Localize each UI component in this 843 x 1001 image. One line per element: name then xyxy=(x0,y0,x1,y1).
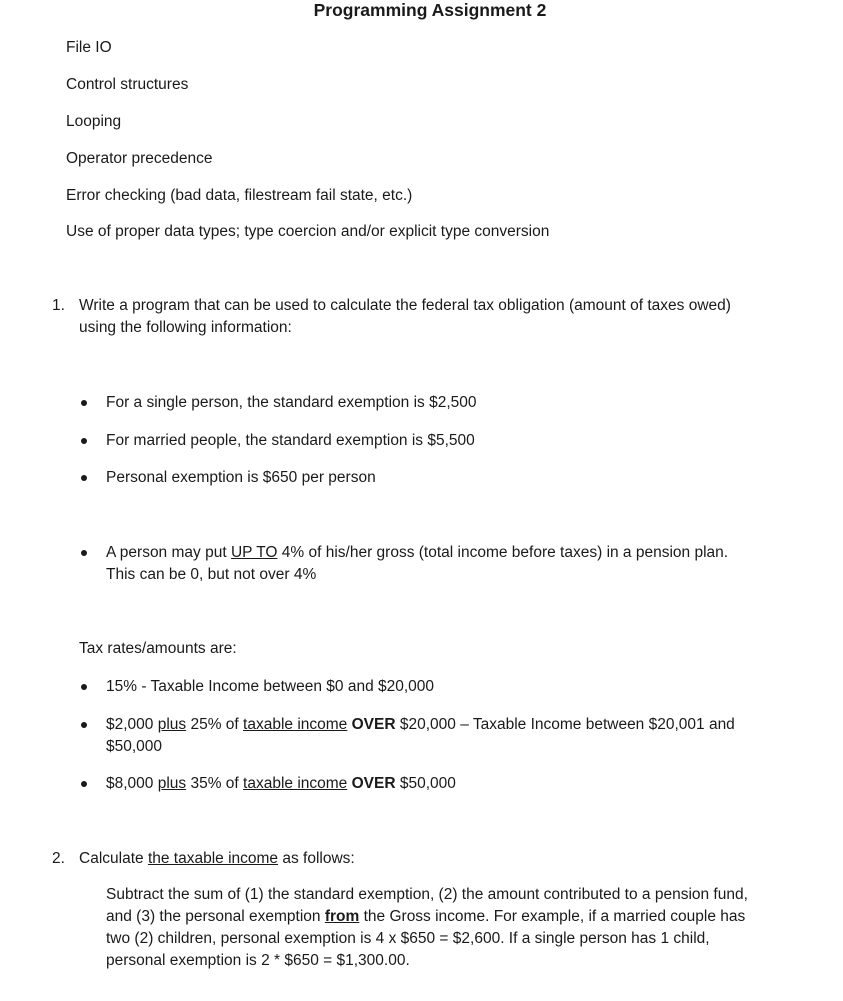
para-from: from xyxy=(324,908,360,925)
rate-2-range: $20,000 – Taxable Income between $20,001 and xyxy=(395,716,735,733)
rate-2-amount: $2,000 xyxy=(106,716,158,733)
para-line2-a: and (3) the personal exemption xyxy=(106,908,325,925)
exemption-married: For married people, the standard exemption is $5,500 xyxy=(106,432,475,449)
item2-taxable-income: the taxable income xyxy=(147,850,279,867)
topic-control-structures: Control structures xyxy=(66,76,189,93)
item2-pre: Calculate xyxy=(79,850,148,867)
item2-number: 2. xyxy=(52,850,65,867)
item1-number: 1. xyxy=(52,297,65,314)
rate-3-amount: $8,000 xyxy=(106,775,158,792)
rate-3-taxable-income: taxable income xyxy=(243,775,348,792)
pension-up-to: UP TO xyxy=(230,544,278,561)
bullet-icon xyxy=(81,550,87,556)
exemption-single: For a single person, the standard exemption is $2,500 xyxy=(106,394,477,411)
bullet-icon xyxy=(81,438,87,444)
para-line2 xyxy=(106,906,745,928)
para-line4: personal exemption is 2 * $650 = $1,300.00. xyxy=(106,952,410,969)
rate-3-range: $50,000 xyxy=(395,775,456,792)
bullet-icon xyxy=(81,722,87,728)
rate-3-plus: plus xyxy=(157,775,187,792)
bullet-icon xyxy=(81,684,87,690)
item1-line2: using the following information: xyxy=(79,319,292,336)
topic-error-checking: Error checking (bad data, filestream fail state, etc.) xyxy=(66,187,413,204)
bullet-icon xyxy=(81,781,87,787)
pension-pre: A person may put xyxy=(106,544,231,561)
rate-3 xyxy=(106,773,456,795)
page-title: Programming Assignment 2 xyxy=(313,0,547,20)
rate-2-line1 xyxy=(106,714,735,736)
topic-looping: Looping xyxy=(66,113,122,130)
rate-2-over: OVER xyxy=(351,716,396,733)
item2-post: as follows: xyxy=(278,850,355,867)
pension-post: 4% of his/her gross (total income before taxes) in a pension plan. xyxy=(277,544,729,561)
topic-file-io: File IO xyxy=(66,39,112,56)
exemption-personal: Personal exemption is $650 per person xyxy=(106,469,376,486)
rate-2-taxable-income: taxable income xyxy=(243,716,348,733)
topic-operator-precedence: Operator precedence xyxy=(66,150,213,167)
pension-line2: This can be 0, but not over 4% xyxy=(106,566,317,583)
para-line1: Subtract the sum of (1) the standard exemption, (2) the amount contributed to a pension fund, xyxy=(106,886,748,903)
rate-2-pct: 25% of xyxy=(186,716,244,733)
rate-3-pct: 35% of xyxy=(186,775,244,792)
topic-data-types: Use of proper data types; type coercion and/or explicit type conversion xyxy=(66,223,550,240)
rate-2-plus: plus xyxy=(157,716,187,733)
tax-rates-heading: Tax rates/amounts are: xyxy=(79,640,237,657)
item2-line xyxy=(79,848,355,870)
rate-1: 15% - Taxable Income between $0 and $20,000 xyxy=(106,678,435,695)
item1-line1: Write a program that can be used to calculate the federal tax obligation (amount of taxes owed) xyxy=(79,297,731,314)
bullet-icon xyxy=(81,475,87,481)
rate-2-line2: $50,000 xyxy=(106,738,163,755)
pension-line1 xyxy=(106,542,728,564)
rate-3-over: OVER xyxy=(351,775,396,792)
para-line2-b: the Gross income. For example, if a married couple has xyxy=(359,908,746,925)
bullet-icon xyxy=(81,400,87,406)
para-line3: two (2) children, personal exemption is 4 x $650 = $2,600. If a single person has 1 child, xyxy=(106,930,710,947)
